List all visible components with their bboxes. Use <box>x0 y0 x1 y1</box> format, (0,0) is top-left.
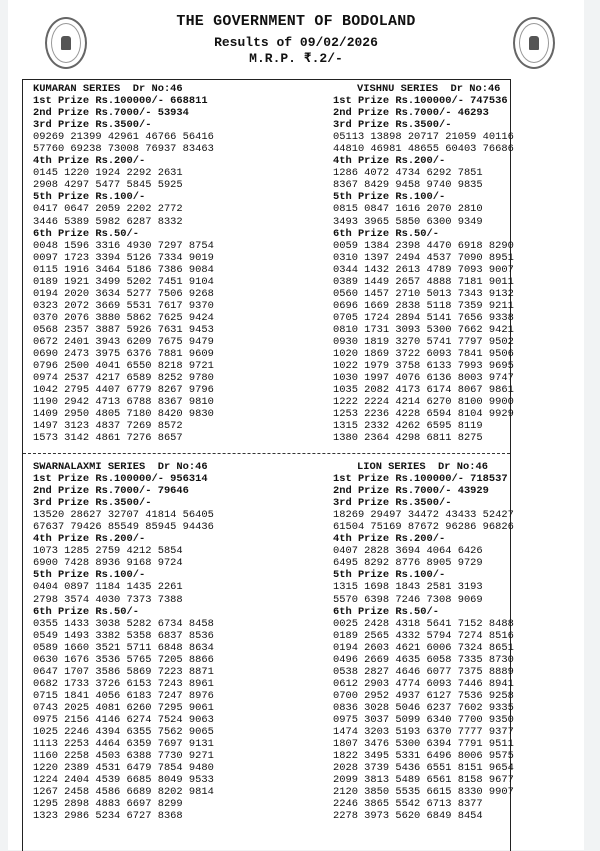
sixth-prize-numbers: 0974 2537 4217 6589 8252 9780 <box>33 372 214 385</box>
fourth-prize-numbers: 1073 1285 2759 4212 5854 <box>33 545 183 558</box>
fourth-prize-numbers: 0145 1220 1924 2292 2631 <box>33 167 183 180</box>
page-title: THE GOVERNMENT OF BODOLAND <box>176 13 416 30</box>
series-heading: VISHNU SERIES Dr No:46 <box>357 83 501 95</box>
series-heading: SWARNALAXMI SERIES Dr No:46 <box>33 461 208 473</box>
mrp-price: M.R.P. ₹.2/- <box>249 51 343 66</box>
sixth-prize-numbers: 0189 2565 4332 5794 7274 8516 <box>333 629 514 642</box>
sixth-prize-numbers: 1022 1979 3758 6133 7993 9695 <box>333 360 514 373</box>
sixth-prize-numbers: 1113 2253 4464 6359 7697 9131 <box>33 738 214 751</box>
sixth-prize-numbers: 0389 1449 2657 4888 7181 9011 <box>333 275 514 288</box>
sixth-prize-numbers: 0560 1457 2710 5013 7343 9132 <box>333 287 514 300</box>
sixth-prize-numbers: 0355 1433 3038 5282 6734 8458 <box>33 617 214 630</box>
third-prize-numbers: 09269 21399 42961 46766 56416 <box>33 131 214 144</box>
fifth-prize-numbers: 2798 3574 4030 7373 7388 <box>33 593 183 606</box>
header <box>8 0 584 78</box>
series-swarnalaxmi <box>33 461 214 822</box>
fifth-prize-numbers: 0815 0847 1616 2070 2810 <box>333 203 483 216</box>
third-prize-numbers: 67637 79426 85549 85945 94436 <box>33 521 214 534</box>
sixth-prize-numbers: 1267 2458 4586 6689 8202 9814 <box>33 786 214 799</box>
third-prize-label: 3rd Prize Rs.3500/- <box>333 497 452 510</box>
second-prize: 2nd Prize Rs.7000/- 53934 <box>33 107 189 120</box>
sixth-prize-numbers: 0930 1819 3270 5741 7797 9502 <box>333 335 514 348</box>
sixth-prize-label: 6th Prize Rs.50/- <box>33 605 140 618</box>
third-prize-numbers: 05113 13898 20717 21059 40116 <box>333 131 514 144</box>
fourth-prize-label: 4th Prize Rs.200/- <box>333 155 446 168</box>
sixth-prize-numbers: 0496 2669 4635 6058 7335 8730 <box>333 653 514 666</box>
sixth-prize-numbers: 0370 2076 3880 5862 7625 9424 <box>33 311 214 324</box>
sixth-prize-numbers: 0310 1397 2494 4537 7090 8951 <box>333 251 514 264</box>
third-prize-numbers: 44810 46981 48655 60403 76686 <box>333 143 514 156</box>
third-prize-numbers: 57760 69238 73008 76937 83463 <box>33 143 214 156</box>
sixth-prize-label: 6th Prize Rs.50/- <box>333 227 440 240</box>
sixth-prize-numbers: 0538 2827 4646 6077 7375 8889 <box>333 665 514 678</box>
sixth-prize-numbers: 1409 2950 4805 7180 8420 9830 <box>33 408 214 421</box>
sixth-prize-numbers: 0743 2025 4081 6260 7295 9061 <box>33 701 214 714</box>
emblem-seal-icon <box>513 17 555 69</box>
series-heading: LION SERIES Dr No:46 <box>357 461 488 473</box>
sixth-prize-numbers: 1323 2986 5234 6727 8368 <box>33 810 183 823</box>
sixth-prize-label: 6th Prize Rs.50/- <box>33 227 140 240</box>
result-sheet <box>8 0 584 850</box>
sixth-prize-numbers: 0682 1733 3726 6153 7243 8961 <box>33 677 214 690</box>
sixth-prize-numbers: 1222 2224 4214 6270 8100 9900 <box>333 396 514 409</box>
sixth-prize-numbers: 0690 2473 3975 6376 7881 9609 <box>33 348 214 361</box>
sixth-prize-numbers: 1190 2942 4713 6788 8367 9810 <box>33 396 214 409</box>
sixth-prize-numbers: 2246 3865 5542 6713 8377 <box>333 798 483 811</box>
sixth-prize-numbers: 0715 1841 4056 6183 7247 8976 <box>33 689 214 702</box>
third-prize-label: 3rd Prize Rs.3500/- <box>33 497 152 510</box>
sixth-prize-numbers: 0612 2903 4774 6093 7446 8941 <box>333 677 514 690</box>
sixth-prize-numbers: 0696 1669 2838 5118 7359 9211 <box>333 299 514 312</box>
third-prize-numbers: 61504 75169 87672 96286 96826 <box>333 521 514 534</box>
sixth-prize-numbers: 0344 1432 2613 4789 7093 9007 <box>333 263 514 276</box>
fourth-prize-numbers: 0407 2828 3694 4064 6426 <box>333 545 483 558</box>
sixth-prize-numbers: 1020 1869 3722 6093 7841 9506 <box>333 348 514 361</box>
sixth-prize-numbers: 0705 1724 2894 5141 7656 9338 <box>333 311 514 324</box>
second-prize: 2nd Prize Rs.7000/- 79646 <box>33 485 189 498</box>
series-kumaran <box>33 83 214 444</box>
sixth-prize-numbers: 0323 2072 3669 5531 7617 9370 <box>33 299 214 312</box>
sixth-prize-numbers: 0115 1916 3464 5186 7386 9084 <box>33 263 214 276</box>
sixth-prize-numbers: 0700 2952 4937 6127 7536 9258 <box>333 689 514 702</box>
results-box <box>22 79 514 851</box>
sixth-prize-numbers: 1042 2795 4407 6779 8267 9796 <box>33 384 214 397</box>
sixth-prize-numbers: 0568 2357 3887 5926 7631 9453 <box>33 323 214 336</box>
series-heading: KUMARAN SERIES Dr No:46 <box>33 83 183 95</box>
sixth-prize-numbers: 0048 1596 3316 4930 7297 8754 <box>33 239 214 252</box>
sixth-prize-numbers: 1807 3476 5300 6394 7791 9511 <box>333 738 514 751</box>
sixth-prize-numbers: 1030 1997 4076 6136 8003 9747 <box>333 372 514 385</box>
fifth-prize-label: 5th Prize Rs.100/- <box>33 569 146 582</box>
fourth-prize-label: 4th Prize Rs.200/- <box>33 533 146 546</box>
second-prize: 2nd Prize Rs.7000/- 46293 <box>333 107 489 120</box>
fourth-prize-label: 4th Prize Rs.200/- <box>33 155 146 168</box>
fifth-prize-numbers: 5570 6398 7246 7308 9069 <box>333 593 483 606</box>
sixth-prize-numbers: 0097 1723 3394 5126 7334 9019 <box>33 251 214 264</box>
sixth-prize-numbers: 0549 1493 3382 5358 6837 8536 <box>33 629 214 642</box>
sixth-prize-numbers: 1220 2389 4531 6479 7854 9480 <box>33 762 214 775</box>
sixth-prize-numbers: 1295 2898 4883 6697 8299 <box>33 798 183 811</box>
first-prize: 1st Prize Rs.100000/- 668811 <box>33 95 208 108</box>
fourth-prize-numbers: 8367 8429 9458 9740 9835 <box>333 179 483 192</box>
dashed-divider <box>23 453 510 454</box>
fourth-prize-label: 4th Prize Rs.200/- <box>333 533 446 546</box>
fourth-prize-numbers: 1286 4072 4734 6292 7851 <box>333 167 483 180</box>
sixth-prize-numbers: 1035 2082 4173 6174 8067 9861 <box>333 384 514 397</box>
sixth-prize-numbers: 0194 2603 4621 6006 7324 8651 <box>333 641 514 654</box>
sixth-prize-numbers: 0059 1384 2398 4470 6918 8290 <box>333 239 514 252</box>
fifth-prize-label: 5th Prize Rs.100/- <box>33 191 146 204</box>
fifth-prize-label: 5th Prize Rs.100/- <box>333 191 446 204</box>
fifth-prize-numbers: 1315 1698 1843 2581 3193 <box>333 581 483 594</box>
sixth-prize-numbers: 1497 3123 4837 7269 8572 <box>33 420 183 433</box>
sixth-prize-numbers: 2120 3850 5535 6615 8330 9907 <box>333 786 514 799</box>
sixth-prize-numbers: 2099 3813 5489 6561 8158 9677 <box>333 774 514 787</box>
fourth-prize-numbers: 6900 7428 8936 9168 9724 <box>33 557 183 570</box>
sixth-prize-numbers: 1822 3495 5331 6496 8006 9575 <box>333 750 514 763</box>
fifth-prize-numbers: 3493 3965 5850 6300 9349 <box>333 215 483 228</box>
third-prize-numbers: 18269 29497 34472 43433 52427 <box>333 509 514 522</box>
first-prize: 1st Prize Rs.100000/- 956314 <box>33 473 208 486</box>
sixth-prize-numbers: 0975 2156 4146 6274 7524 9063 <box>33 713 214 726</box>
fifth-prize-numbers: 3446 5389 5982 6287 8332 <box>33 215 183 228</box>
sixth-prize-numbers: 1160 2258 4503 6388 7730 9271 <box>33 750 214 763</box>
fifth-prize-label: 5th Prize Rs.100/- <box>333 569 446 582</box>
first-prize: 1st Prize Rs.100000/- 747536 <box>333 95 508 108</box>
sixth-prize-numbers: 0189 1921 3499 5202 7451 9104 <box>33 275 214 288</box>
sixth-prize-numbers: 0647 1707 3586 5869 7223 8871 <box>33 665 214 678</box>
sixth-prize-numbers: 0672 2401 3943 6209 7675 9479 <box>33 335 214 348</box>
fourth-prize-numbers: 6495 8292 8776 8905 9729 <box>333 557 483 570</box>
sixth-prize-numbers: 1380 2364 4298 6811 8275 <box>333 432 483 445</box>
fifth-prize-numbers: 0404 0897 1184 1435 2261 <box>33 581 183 594</box>
fourth-prize-numbers: 2908 4297 5477 5845 5925 <box>33 179 183 192</box>
sixth-prize-numbers: 0975 3037 5099 6340 7700 9350 <box>333 713 514 726</box>
sixth-prize-numbers: 0796 2500 4041 6550 8218 9721 <box>33 360 214 373</box>
sixth-prize-numbers: 0589 1660 3521 5711 6848 8634 <box>33 641 214 654</box>
sixth-prize-numbers: 1573 3142 4861 7276 8657 <box>33 432 183 445</box>
fifth-prize-numbers: 0417 0647 2059 2202 2772 <box>33 203 183 216</box>
sixth-prize-numbers: 2278 3973 5620 6849 8454 <box>333 810 483 823</box>
second-prize: 2nd Prize Rs.7000/- 43929 <box>333 485 489 498</box>
sixth-prize-numbers: 1224 2404 4539 6685 8049 9533 <box>33 774 214 787</box>
results-date: Results of 09/02/2026 <box>214 35 378 50</box>
third-prize-numbers: 13520 28627 32707 41814 56405 <box>33 509 214 522</box>
sixth-prize-numbers: 0194 2020 3634 5277 7506 9268 <box>33 287 214 300</box>
sixth-prize-numbers: 1253 2236 4228 6594 8104 9929 <box>333 408 514 421</box>
sixth-prize-label: 6th Prize Rs.50/- <box>333 605 440 618</box>
sixth-prize-numbers: 1315 2332 4262 6595 8119 <box>333 420 483 433</box>
sixth-prize-numbers: 1474 3203 5193 6370 7777 9377 <box>333 726 514 739</box>
sixth-prize-numbers: 0836 3028 5046 6237 7602 9335 <box>333 701 514 714</box>
sixth-prize-numbers: 0810 1731 3093 5300 7662 9421 <box>333 323 514 336</box>
series-lion <box>333 461 514 822</box>
first-prize: 1st Prize Rs.100000/- 718537 <box>333 473 508 486</box>
sixth-prize-numbers: 0025 2428 4318 5641 7152 8488 <box>333 617 514 630</box>
series-vishnu <box>333 83 514 444</box>
sixth-prize-numbers: 2028 3739 5436 6551 8151 9654 <box>333 762 514 775</box>
third-prize-label: 3rd Prize Rs.3500/- <box>333 119 452 132</box>
third-prize-label: 3rd Prize Rs.3500/- <box>33 119 152 132</box>
sixth-prize-numbers: 0630 1676 3536 5765 7205 8866 <box>33 653 214 666</box>
sixth-prize-numbers: 1025 2246 4394 6355 7562 9065 <box>33 726 214 739</box>
